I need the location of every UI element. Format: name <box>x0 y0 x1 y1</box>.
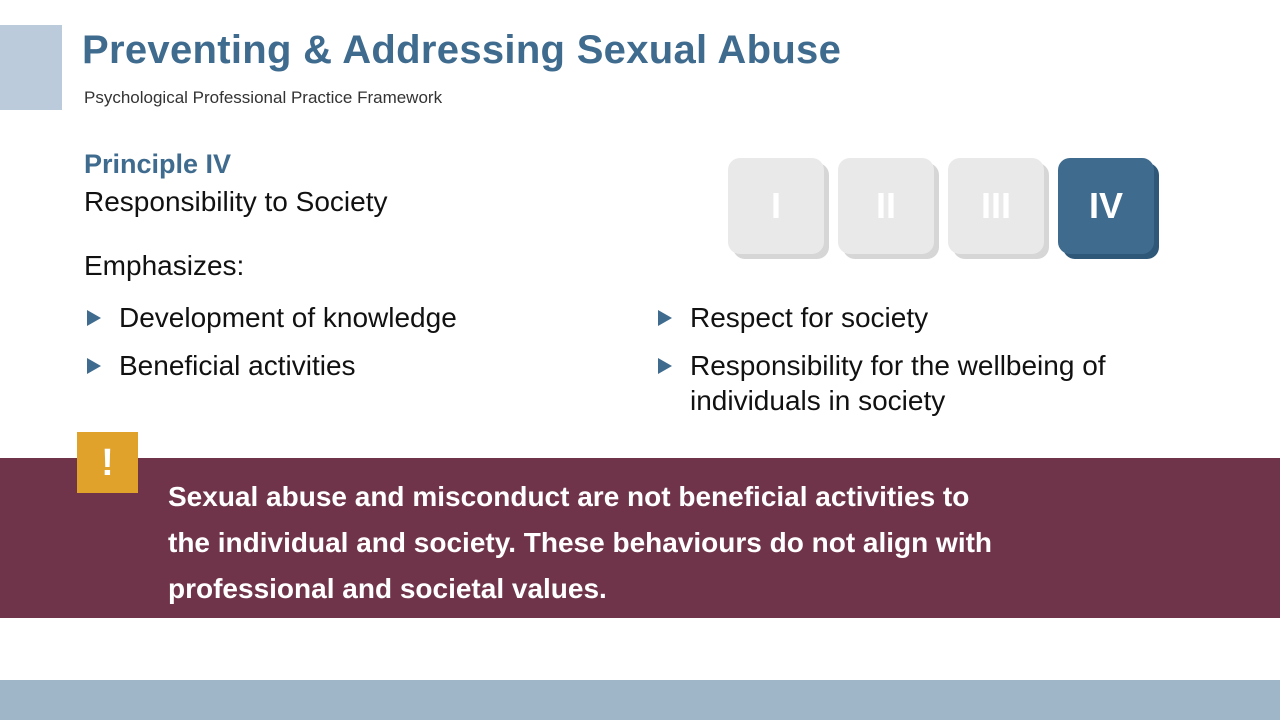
tile-label: IV <box>1088 185 1123 226</box>
bullet-text: Responsibility for the wellbeing of individuals in society <box>690 350 1106 416</box>
corner-accent-block <box>0 25 62 110</box>
triangle-bullet-icon <box>658 310 672 326</box>
alert-line: Sexual abuse and misconduct are not beneficial activities to <box>168 481 970 512</box>
principle-name: Responsibility to Society <box>84 186 388 217</box>
tile-label: I <box>770 185 781 226</box>
principle-tiles <box>728 158 1168 263</box>
bullet-text: Respect for society <box>690 302 929 333</box>
alert-message <box>168 474 1168 612</box>
bullet-list-left <box>84 300 604 396</box>
principle-tile-i <box>728 158 824 254</box>
exclamation-glyph: ! <box>101 441 114 484</box>
principle-label: Principle IV <box>84 149 232 179</box>
principle-tile-iv <box>1058 158 1154 254</box>
page-subtitle: Psychological Professional Practice Framework <box>84 88 443 107</box>
triangle-bullet-icon <box>87 310 101 326</box>
list-item <box>655 348 1235 418</box>
alert-line: the individual and society. These behaviours do not align with <box>168 527 993 558</box>
emphasizes-heading: Emphasizes: <box>84 250 245 281</box>
principle-tile-iii <box>948 158 1044 254</box>
list-item <box>655 300 1235 335</box>
page-title: Preventing & Addressing Sexual Abuse <box>82 28 842 72</box>
list-item <box>84 348 604 383</box>
bullet-text: Beneficial activities <box>119 350 356 381</box>
alert-line: professional and societal values. <box>168 573 607 604</box>
tile-label: III <box>980 185 1011 226</box>
footer-bar <box>0 680 1280 720</box>
triangle-bullet-icon <box>658 358 672 374</box>
bullet-text: Development of knowledge <box>119 302 457 333</box>
bullet-list-right <box>655 300 1235 431</box>
exclamation-icon <box>77 432 138 493</box>
tile-label: II <box>875 185 896 226</box>
list-item <box>84 300 604 335</box>
triangle-bullet-icon <box>87 358 101 374</box>
principle-tile-ii <box>838 158 934 254</box>
